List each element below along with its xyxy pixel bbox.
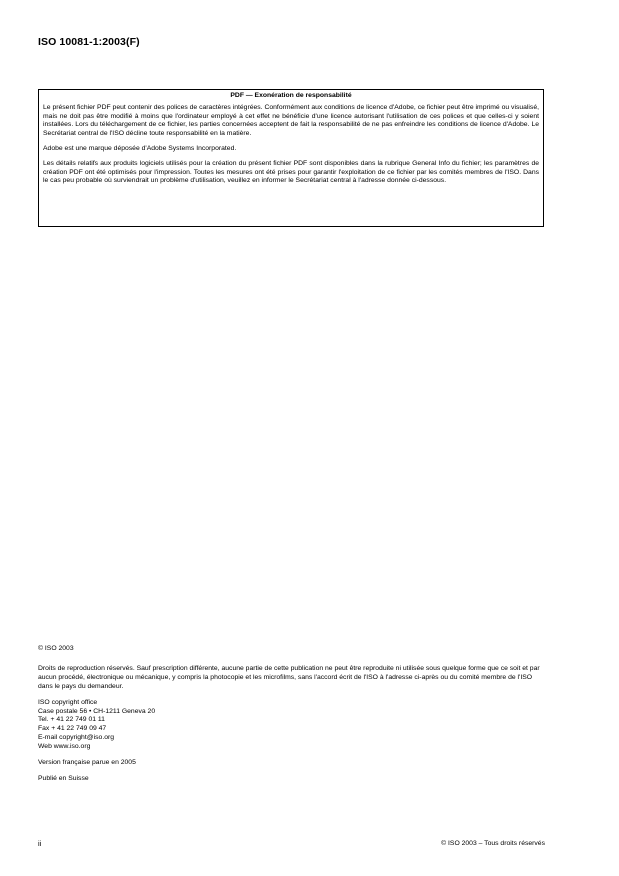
disclaimer-paragraph-license: Le présent fichier PDF peut contenir des polices de caractères intégrées. Conformément aux conditions de licence d'Adobe, ce fichier peut être imprimé ou visualisé, mais ne doit pas être modifié à moins que l'ordinateur employé à cet effet ne bénéficie d'une licence autorisant l'utilisation de ces polices et que celles-ci y soient installées. Lors du téléchargement de ce fichier, les parties concernées acceptent de fait la responsabilité de ne pas enfreindre les conditions de licence d'Adobe. Le Secrétariat central de l'ISO décline toute responsabilité en la matière.: [43, 103, 539, 138]
document-code: ISO 10081-1:2003(F): [38, 36, 140, 48]
address-line: Web www.iso.org: [38, 743, 91, 751]
disclaimer-paragraph-trademark: Adobe est une marque déposée d'Adobe Systems Incorporated.: [43, 144, 237, 152]
disclaimer-paragraph-software: Les détails relatifs aux produits logiciels utilisés pour la création du présent fichier PDF sont disponibles dans la rubrique General Info du fichier; les paramètres de création PDF ont été optimisés pour l'impression. Toutes les mesures ont été prises pour garantir l'exploitation de ce fichier par les comités membres de l'ISO. Dans le cas peu probable où surviendrait un problème d'utilisation, veuillez en informer le Secrétariat central à l'adresse donnée ci-dessous.: [43, 159, 539, 185]
address-line: E-mail copyright@iso.org: [38, 734, 115, 742]
version-note: Version française parue en 2005: [38, 759, 136, 767]
pdf-disclaimer-box: [38, 89, 544, 227]
address-line: ISO copyright office: [38, 698, 98, 706]
copyright-block: [38, 645, 544, 791]
address-line: Tel. + 41 22 749 01 11: [38, 716, 105, 724]
page-number: ii: [38, 839, 42, 848]
address-line: Fax + 41 22 749 09 47: [38, 725, 107, 733]
copyright-notice: © ISO 2003: [38, 645, 74, 652]
footer-rights-reserved: © ISO 2003 – Tous droits réservés: [441, 840, 545, 847]
published-note: Publié en Suisse: [38, 774, 89, 782]
disclaimer-title: PDF — Exonération de responsabilité: [230, 92, 352, 99]
reproduction-rights-text: Droits de reproduction réservés. Sauf prescription différente, aucune partie de cette publication ne peut être reproduite ni utilisée sous quelque forme que ce soit et par aucun procédé, électronique ou mécanique, y compris la photocopie et les microfilms, sans l'accord écrit de l'ISO à l'adresse ci-après ou du comité membre de l'ISO dans le pays du demandeur.: [38, 664, 540, 690]
address-line: Case postale 56 • CH-1211 Geneva 20: [38, 707, 156, 715]
